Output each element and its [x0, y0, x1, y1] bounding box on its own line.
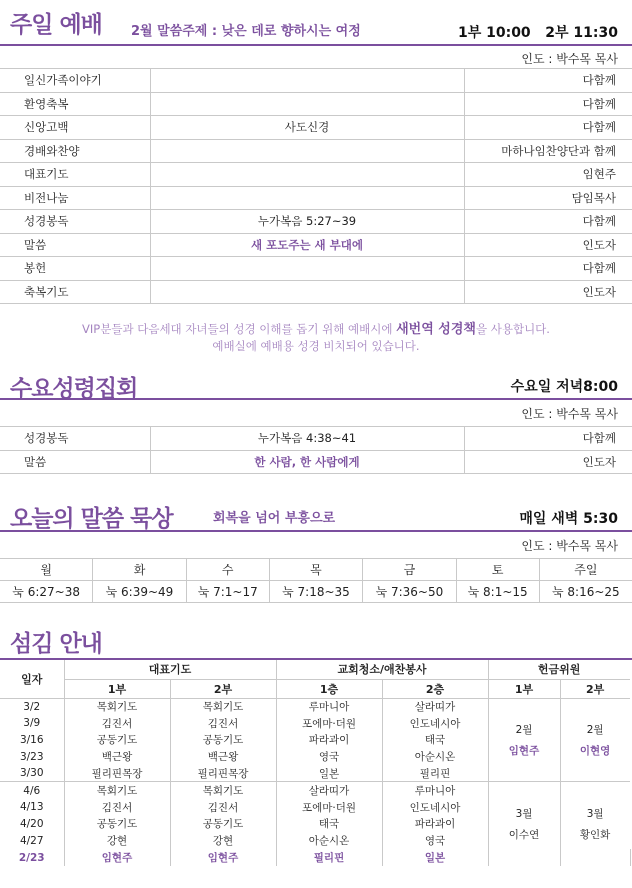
duty-f1: 태국	[276, 816, 382, 833]
offering-cell-2	[560, 782, 630, 866]
sunday-order-content: 누가복음 5:27~39	[150, 210, 464, 234]
duty-date: 4/27	[0, 832, 64, 849]
meditation-title: 오늘의 말씀 묵상	[10, 506, 173, 532]
sunday-order-item: 말씀	[0, 233, 150, 257]
duty-header-off-2bu: 2부	[560, 679, 630, 698]
offering-month: 3월	[586, 808, 604, 821]
wednesday-order-item: 말씀	[0, 450, 150, 474]
sunday-order-content	[150, 186, 464, 210]
duty-title: 섬김 안내	[10, 631, 102, 657]
wednesday-time: 수요일 저녁8:00	[510, 379, 618, 395]
sunday-order-item: 일신가족이야기	[0, 69, 150, 93]
bible-note-post: 을 사용합니다.	[475, 322, 550, 336]
passage-0: 눅 6:27~38	[0, 581, 93, 603]
offering-month: 2월	[515, 723, 533, 736]
sunday-order-content	[150, 92, 464, 116]
weekday-5: 토	[456, 559, 539, 581]
duty-f2: 루마니아	[382, 782, 488, 799]
duty-f1: 포에마·더원	[276, 799, 382, 816]
sunday-divider	[0, 44, 632, 46]
meditation-subtitle: 회복을 넘어 부흥으로	[213, 511, 336, 526]
sunday-order-item: 환영축복	[0, 92, 150, 116]
offering-cell-2	[560, 698, 630, 782]
meditation-officiant: 인도 : 박수목 목사	[521, 539, 618, 553]
wednesday-officiant: 인도 : 박수목 목사	[521, 407, 618, 421]
weekday-1: 화	[93, 559, 186, 581]
duty-p1: 공동기도	[64, 816, 170, 833]
duty-row	[0, 698, 632, 715]
duty-f2: 영국	[382, 832, 488, 849]
duty-f1: 루마니아	[276, 698, 382, 715]
sunday-order-row	[0, 257, 632, 281]
sunday-order-row	[0, 280, 632, 304]
duty-header-1bu: 1부	[64, 679, 170, 698]
duty-date: 3/23	[0, 748, 64, 765]
sunday-order-content	[150, 69, 464, 93]
offering-month: 2월	[586, 723, 604, 736]
meditation-time: 매일 새벽 5:30	[519, 511, 618, 527]
wednesday-title: 수요성령집회	[10, 376, 138, 402]
sunday-theme: 2월 말씀주제 : 낮은 데로 향하시는 여정	[131, 24, 361, 39]
sunday-order-item: 대표기도	[0, 163, 150, 187]
duty-p2: 김진서	[170, 715, 276, 732]
sunday-order-item: 경배와찬양	[0, 139, 150, 163]
weekday-3: 목	[269, 559, 362, 581]
duty-p2: 필리핀목장	[170, 765, 276, 782]
duty-table	[0, 660, 632, 866]
duty-header-clean: 교회청소/애찬봉사	[276, 660, 488, 679]
wednesday-order-content: 한 사람, 한 사람에게	[150, 450, 464, 474]
sunday-order-person: 인도자	[464, 233, 632, 257]
offering-cell-1	[488, 698, 560, 782]
duty-header-prayer: 대표기도	[64, 660, 276, 679]
duty-f1: 영국	[276, 748, 382, 765]
wednesday-order-person: 다함께	[464, 427, 632, 451]
duty-f1: 아순시온	[276, 832, 382, 849]
duty-p2: 목회기도	[170, 698, 276, 715]
duty-date: 3/2	[0, 698, 64, 715]
sunday-order-item: 신앙고백	[0, 116, 150, 140]
bible-note-line2: 예배실에 예배용 성경 비치되어 있습니다.	[212, 339, 420, 353]
duty-row	[0, 782, 632, 799]
sunday-order-row	[0, 92, 632, 116]
sunday-order-person: 마하나임찬양단과 함께	[464, 139, 632, 163]
sunday-order-content	[150, 280, 464, 304]
sunday-title: 주일 예배	[10, 12, 102, 38]
duty-f2: 인도네시아	[382, 715, 488, 732]
duty-p2: 백근왕	[170, 748, 276, 765]
duty-f1: 필리핀	[276, 849, 382, 866]
duty-header-2f: 2층	[382, 679, 488, 698]
sunday-order-row	[0, 139, 632, 163]
duty-f1: 일본	[276, 765, 382, 782]
duty-date: 4/20	[0, 816, 64, 833]
meditation-divider	[0, 530, 632, 532]
sunday-order-content	[150, 139, 464, 163]
duty-p1: 필리핀목장	[64, 765, 170, 782]
duty-f2: 아순시온	[382, 748, 488, 765]
duty-p1: 김진서	[64, 715, 170, 732]
sunday-order-person: 임현주	[464, 163, 632, 187]
duty-f1: 포에마·더원	[276, 715, 382, 732]
duty-p1: 김진서	[64, 799, 170, 816]
duty-date: 3/30	[0, 765, 64, 782]
sunday-order-content: 사도신경	[150, 116, 464, 140]
sunday-order-person: 담임목사	[464, 186, 632, 210]
duty-date: 3/16	[0, 732, 64, 749]
duty-p2: 임현주	[170, 849, 276, 866]
offering-month: 3월	[515, 808, 533, 821]
duty-p2: 김진서	[170, 799, 276, 816]
duty-header-off-1bu: 1부	[488, 679, 560, 698]
sunday-officiant: 인도 : 박수목 목사	[521, 52, 618, 66]
sunday-order-content: 새 포도주는 새 부대에	[150, 233, 464, 257]
duty-f2: 살라띠가	[382, 698, 488, 715]
duty-f2: 필리핀	[382, 765, 488, 782]
passage-3: 눅 7:18~35	[269, 581, 362, 603]
passage-2: 눅 7:1~17	[186, 581, 269, 603]
sunday-order-person: 다함께	[464, 257, 632, 281]
sunday-order-content	[150, 257, 464, 281]
offering-name: 이현영	[579, 744, 611, 757]
sunday-order-row	[0, 233, 632, 257]
sunday-order-item: 성경봉독	[0, 210, 150, 234]
weekday-0: 월	[0, 559, 93, 581]
sunday-order-person: 다함께	[464, 92, 632, 116]
sunday-order-person: 인도자	[464, 280, 632, 304]
sunday-order-row	[0, 116, 632, 140]
offering-name: 임현주	[508, 744, 540, 757]
sunday-order-person: 다함께	[464, 69, 632, 93]
bible-note-pre: VIP분들과 다음세대 자녀들의 성경 이해를 돕기 위해 예배시에	[82, 322, 397, 336]
duty-f1: 파라과이	[276, 732, 382, 749]
offering-name: 황인화	[579, 829, 611, 842]
passage-1: 눅 6:39~49	[93, 581, 186, 603]
duty-header-1f: 1층	[276, 679, 382, 698]
duty-f2: 태국	[382, 732, 488, 749]
sunday-order-item: 축복기도	[0, 280, 150, 304]
duty-date: 3/9	[0, 715, 64, 732]
duty-p1: 목회기도	[64, 782, 170, 799]
sunday-time: 1부 10:00 2부 11:30	[457, 25, 618, 41]
sunday-order-table	[0, 68, 632, 304]
duty-p2: 강현	[170, 832, 276, 849]
sunday-order-content	[150, 163, 464, 187]
duty-p2: 공동기도	[170, 816, 276, 833]
sunday-order-row	[0, 163, 632, 187]
duty-f2: 인도네시아	[382, 799, 488, 816]
passage-5: 눅 8:1~15	[456, 581, 539, 603]
sunday-order-row	[0, 186, 632, 210]
duty-p1: 임현주	[64, 849, 170, 866]
passage-6: 눅 8:16~25	[539, 581, 632, 603]
duty-f2: 일본	[382, 849, 488, 866]
wednesday-order-row	[0, 450, 632, 474]
bible-note	[0, 318, 632, 337]
duty-header-offering: 헌금위원	[488, 660, 630, 679]
passage-4: 눅 7:36~50	[363, 581, 456, 603]
duty-p1: 백근왕	[64, 748, 170, 765]
wednesday-order-person: 인도자	[464, 450, 632, 474]
duty-p1: 공동기도	[64, 732, 170, 749]
weekday-4: 금	[363, 559, 456, 581]
sunday-order-item: 봉헌	[0, 257, 150, 281]
wednesday-order-content: 누가복음 4:38~41	[150, 427, 464, 451]
wednesday-order-row	[0, 427, 632, 451]
wednesday-order-table	[0, 426, 632, 474]
duty-date: 2/23	[0, 849, 64, 866]
sunday-order-person: 다함께	[464, 210, 632, 234]
weekday-2: 수	[186, 559, 269, 581]
wednesday-order-item: 성경봉독	[0, 427, 150, 451]
duty-header-date: 일자	[0, 660, 64, 698]
duty-date: 4/6	[0, 782, 64, 799]
duty-f2: 파라과이	[382, 816, 488, 833]
duty-header-2bu: 2부	[170, 679, 276, 698]
bible-note-bold: 새번역 성경책	[396, 322, 476, 337]
sunday-order-row	[0, 210, 632, 234]
meditation-week-table	[0, 558, 632, 603]
duty-p1: 강현	[64, 832, 170, 849]
duty-p1: 목회기도	[64, 698, 170, 715]
sunday-order-person: 다함께	[464, 116, 632, 140]
duty-date: 4/13	[0, 799, 64, 816]
duty-p2: 공동기도	[170, 732, 276, 749]
duty-f1: 살라띠가	[276, 782, 382, 799]
sunday-order-row	[0, 69, 632, 93]
sunday-order-item: 비전나눔	[0, 186, 150, 210]
offering-cell-1	[488, 782, 560, 866]
wednesday-divider	[0, 398, 632, 400]
offering-name: 이수연	[508, 829, 540, 842]
weekday-6: 주일	[539, 559, 632, 581]
duty-p2: 목회기도	[170, 782, 276, 799]
